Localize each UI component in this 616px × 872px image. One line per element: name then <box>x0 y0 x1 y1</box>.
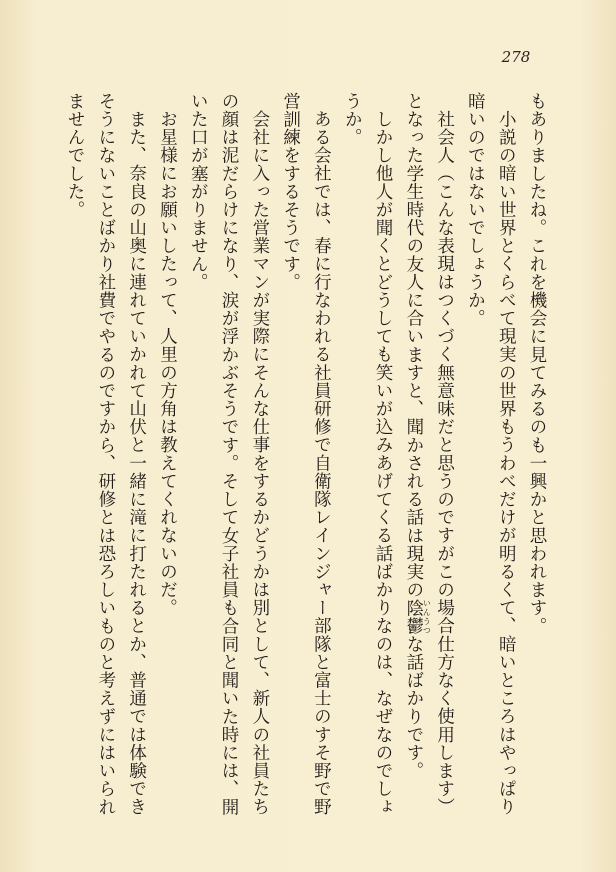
ruby-word <box>403 598 432 636</box>
paragraph: また、奈良の山奥に連れていかれて山伏と一緒に滝に打たれるとか、普通では体験できそうにないことばかり社費でやるのですから、研修とは恐ろしいものと考えずにはいられませんでした。 <box>65 92 147 816</box>
paragraph: 小説の暗い世界とくらべて現実の世界もうわべだけが明るくて、暗いところはやっぱり暗いのではないでしょうか。 <box>465 92 517 816</box>
paragraph: お星様にお願いしたって、人里の方角は教えてくれないのだ。 <box>157 109 178 617</box>
paragraph: 会社に入った営業マンが実際にそんな仕事をするかどうかは別として、新人の社員たちの顔は泥だらけになり、涙が浮かぶそうです。そして女子社員も合同と聞いた時には、開いた口が塞がりません。 <box>188 92 270 816</box>
paragraph: しかし他人が聞くとどうしても笑いが込みあげてくる話ばかりなのは、なぜなのでしょうか。 <box>342 92 394 816</box>
paragraph-text: 社会人（こんな表現はつくづく無意味だと思うのですがこの場合仕方なく使用します）となった学生時代の友人に合いますと、聞かされる話は現実の <box>403 92 455 816</box>
paragraph-with-ruby <box>398 92 460 822</box>
paragraph: ある会社では、春に行なわれる社員研修で自衛隊レインジャー部隊と富士のすそ野で野営訓練をするそうです。 <box>280 92 332 816</box>
paragraph-text-continued: な話ばかりです。 <box>403 635 424 780</box>
paragraph: もありましたね。これを機会に見てみるのも一興かと思われます。 <box>527 92 547 635</box>
ruby-base: 陰鬱 <box>403 598 424 636</box>
vertical-body-text <box>65 92 552 822</box>
page-number: 278 <box>501 48 531 66</box>
ruby-reading: いんうつ <box>422 598 432 636</box>
